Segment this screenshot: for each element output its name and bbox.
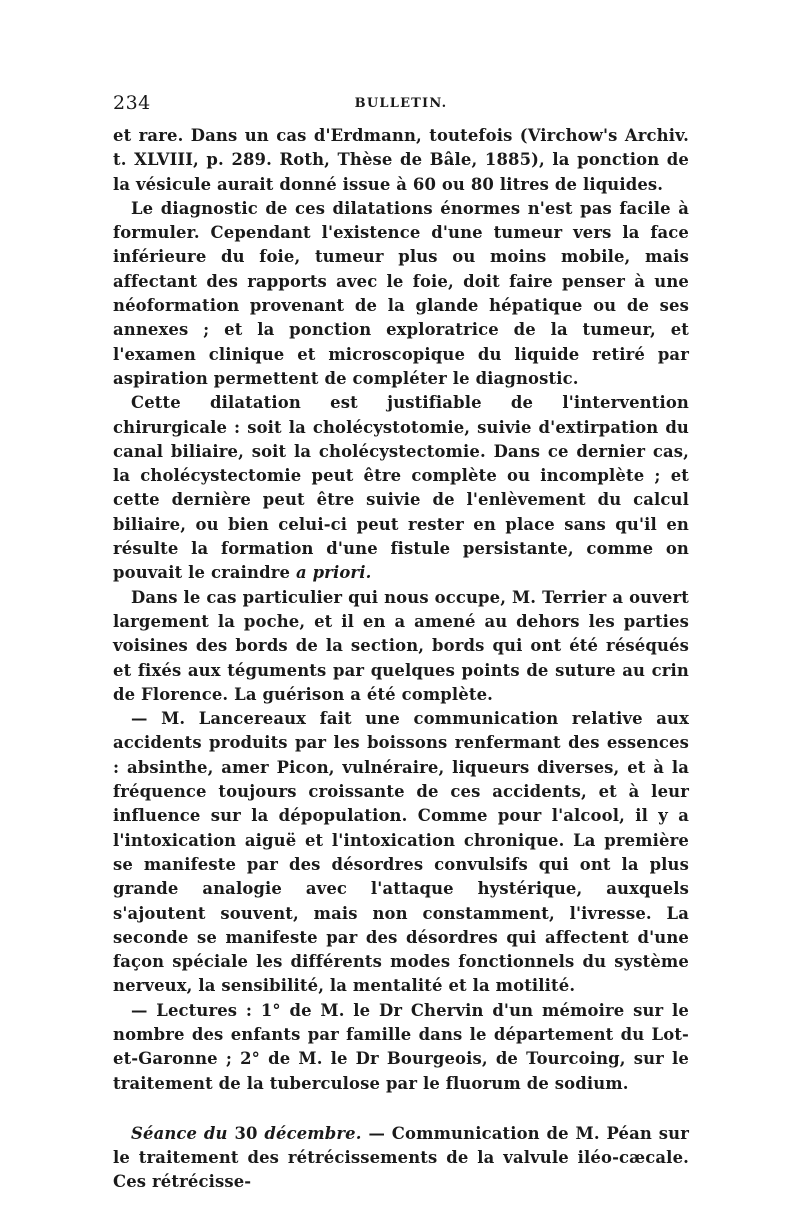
paragraph-surgery-text: Cette dilatation est justifiable de l'intervention chirurgicale : soit la cholécystotomie, suivie d'extirpation du canal biliaire, soit la cholécystectomie. Dans ce dernier cas, la cholécystectomie peut être complète ou incomplète ; et cette dernière peut être suivie de l'enlèvement du calcul biliaire, ou bien celui-ci peut rester en place sans qu'il en résulte la formation d'une fistule persistante, comme on pouvait le craindre: [113, 393, 689, 583]
page-header: [113, 92, 689, 122]
seance-month-italic: décembre.: [264, 1123, 362, 1143]
page-number: 234: [113, 92, 151, 114]
paragraph-lancereaux: — M. Lancereaux fait une communication relative aux accidents produits par les boissons renfermant des essences : absinthe, amer Picon, vulnéraire, liqueurs diverses, et à la fréquence toujours croissante de ces accidents, et à leur influence sur la dépopulation. Comme pour l'alcool, il y a l'intoxication aiguë et l'intoxication chronique. La première se manifeste par des désordres convulsifs qui ont la plus grande analogie avec l'attaque hystérique, auxquels s'ajoutent souvent, mais non constamment, l'ivresse. La seconde se manifeste par des désordres qui affectent d'une façon spéciale les différents modes fonctionnels du système nerveux, la sensibilité, la mentalité et la motilité.: [113, 709, 689, 996]
paragraph-diagnostic: Le diagnostic de ces dilatations énormes n'est pas facile à formuler. Cependant l'existence d'une tumeur vers la face inférieure du foie, tumeur plus ou moins mobile, mais affectant des rapports avec le foie, doit faire penser à une néoformation provenant de la glande hépatique ou de ses annexes ; et la ponction exploratrice de la tumeur, et l'examen clinique et microscopique du liquide retiré par aspiration permettent de compléter le diagnostic.: [113, 198, 689, 388]
paragraph-lectures: — Lectures : 1° de M. le Dr Chervin d'un mémoire sur le nombre des enfants par famille dans le département du Lot-et-Garonne ; 2° de M. le Dr Bourgeois, de Tourcoing, sur le traitement de la tuberculose par le fluorum de sodium.: [113, 1000, 689, 1093]
a-priori-italic: a priori.: [295, 563, 372, 583]
paragraph-surgery: [113, 391, 689, 585]
paragraph-terrier-case: Dans le cas particulier qui nous occupe, M. Terrier a ouvert largement la poche, et il en a amené au dehors les parties voisines des bords de la section, bords qui ont été réséqués et fixés aux téguments par quelques points de suture au crin de Florence. La guérison a été complète.: [113, 587, 689, 704]
seance-label-italic: Séance du: [131, 1123, 228, 1143]
seance-text: — Communication de M. Péan sur le traitement des rétrécissements de la valvule iléo-cæcale. Ces rétrécisse-: [113, 1123, 690, 1192]
seance-date-number: 30: [234, 1123, 258, 1143]
running-head: BULLETIN.: [354, 96, 448, 111]
paragraph-continuation: et rare. Dans un cas d'Erdmann, toutefois (Virchow's Archiv. t. XLVIII, p. 289. Roth, Thèse de Bâle, 1885), la ponction de la vésicule aurait donné issue à 60 ou 80 litres de liquides.: [113, 126, 689, 194]
body-text: [113, 124, 689, 1195]
paragraph-seance: [113, 1122, 689, 1195]
document-page: [113, 92, 690, 1192]
